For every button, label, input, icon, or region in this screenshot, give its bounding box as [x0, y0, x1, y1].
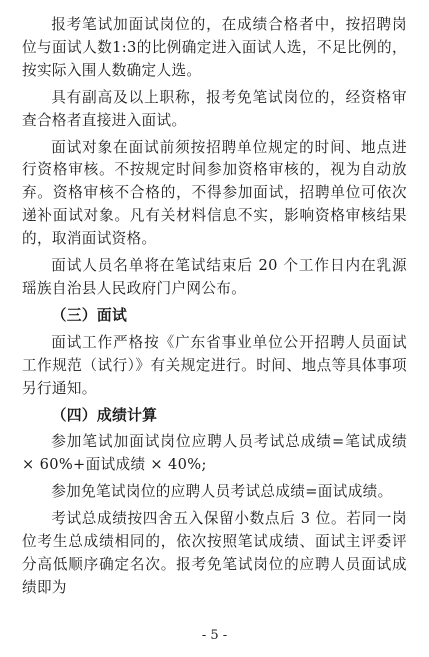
paragraph-senior-title-exemption: 具有副高及以上职称，报考免笔试岗位的，经资格审查合格者直接进入面试。 — [22, 88, 407, 129]
paragraph-interview-list-publication: 面试人员名单将在笔试结束后 20 个工作日内在乳源瑶族自治县人民政府门户网公布。 — [22, 257, 407, 297]
paragraph-interview-rules: 面试工作严格按《广东省事业单位公开招聘人员面试工作规范（试行）》有关规定进行。时间、地点等具体事项另行通知。 — [22, 333, 407, 397]
paragraph-interview-ratio: 报考笔试加面试岗位的，在成绩合格者中，按招聘岗位与面试人数1:3的比例确定进入面试人选，不足比例的，按实际入围人数确定人选。 — [22, 16, 407, 79]
page-number: - 5 - — [201, 628, 228, 643]
paragraph-qualification-review: 面试对象在面试前须按招聘单位规定的时间、地点进行资格审核。不按规定时间参加资格审核的，视为自动放弃。资格审核不合格的，不得参加面试，招聘单位可依次递补面试对象。凡有关材料信息不实，影响资格审核结果的，取消面试资格。 — [22, 138, 407, 248]
section-heading-interview: （三）面试 — [51, 306, 128, 324]
paragraph-score-rounding-ranking: 考试总成绩按四舍五入保留小数点后 3 位。若同一岗位考生总成绩相同的，依次按照笔试成绩、面试主评委评分高低顺序确定名次。报考免笔试岗位的应聘人员面试成绩即为 — [22, 510, 407, 596]
paragraph-score-formula-interview-only: 参加免笔试岗位的应聘人员考试总成绩=面试成绩。 — [51, 483, 393, 501]
paragraph-score-formula-written: 参加笔试加面试岗位应聘人员考试总成绩=笔试成绩 × 60%+面试成绩 × 40%; — [22, 433, 407, 474]
section-heading-score-calculation: （四）成绩计算 — [51, 406, 158, 424]
